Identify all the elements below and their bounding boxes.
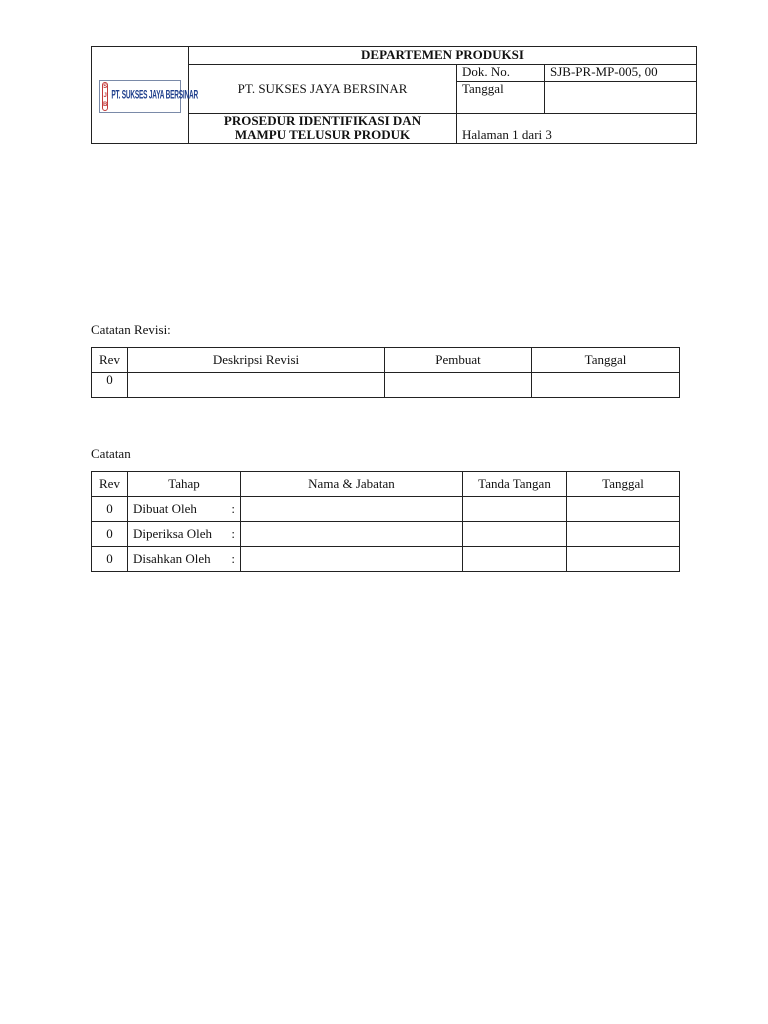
date-label: Tanggal (457, 82, 545, 114)
stage-cell (128, 522, 241, 547)
column-header: Tahap (128, 472, 241, 497)
document-header (91, 46, 697, 144)
table-row (92, 497, 680, 522)
column-header: Tanggal (567, 472, 680, 497)
page-number: Halaman 1 dari 3 (457, 114, 697, 144)
approval-notes-title: Catatan (91, 446, 131, 461)
department-title: DEPARTEMEN PRODUKSI (189, 47, 697, 65)
logo-mark: S J B (102, 82, 108, 111)
approval-table (91, 471, 680, 572)
doc-no-label: Dok. No. (457, 65, 545, 82)
signature-cell (463, 547, 567, 572)
revision-table-header (92, 348, 680, 373)
rev-cell: 0 (92, 497, 128, 522)
logo-cell (92, 47, 198, 144)
column-header: Rev (92, 348, 128, 373)
table-row (92, 547, 680, 572)
revision-notes-title: Catatan Revisi: (91, 322, 171, 337)
name-cell (241, 522, 463, 547)
stage-label: Dibuat Oleh (133, 500, 197, 516)
name-cell (241, 547, 463, 572)
doc-no-value: SJB-PR-MP-005, 00 (545, 65, 697, 82)
revision-table (91, 347, 680, 398)
column-header: Tanggal (532, 348, 680, 373)
stage-cell (128, 497, 241, 522)
stage-label: Diperiksa Oleh (133, 525, 213, 541)
author-cell (385, 373, 532, 398)
name-cell (241, 497, 463, 522)
company-logo (99, 80, 198, 113)
stage-separator: : (231, 525, 235, 541)
column-header: Deskripsi Revisi (128, 348, 385, 373)
date-cell (567, 522, 680, 547)
date-cell (567, 547, 680, 572)
stage-cell (128, 547, 241, 572)
stage-separator: : (231, 500, 235, 516)
company-name: PT. SUKSES JAYA BERSINAR (189, 65, 457, 114)
rev-cell: 0 (92, 373, 128, 398)
rev-cell: 0 (92, 522, 128, 547)
stage-separator: : (231, 550, 235, 566)
signature-cell (463, 522, 567, 547)
procedure-title: PROSEDUR IDENTIFIKASI DAN MAMPU TELUSUR PRODUK (189, 114, 457, 144)
signature-cell (463, 497, 567, 522)
rev-cell: 0 (92, 547, 128, 572)
date-cell (532, 373, 680, 398)
column-header: Tanda Tangan (463, 472, 567, 497)
column-header: Nama & Jabatan (241, 472, 463, 497)
table-row (92, 522, 680, 547)
column-header: Rev (92, 472, 128, 497)
approval-table-header (92, 472, 680, 497)
date-value (545, 82, 697, 114)
date-cell (567, 497, 680, 522)
stage-label: Disahkan Oleh (133, 550, 211, 566)
table-row (92, 373, 680, 398)
logo-text: PT. SUKSES JAYA BERSINAR (111, 89, 198, 103)
column-header: Pembuat (385, 348, 532, 373)
description-cell (128, 373, 385, 398)
